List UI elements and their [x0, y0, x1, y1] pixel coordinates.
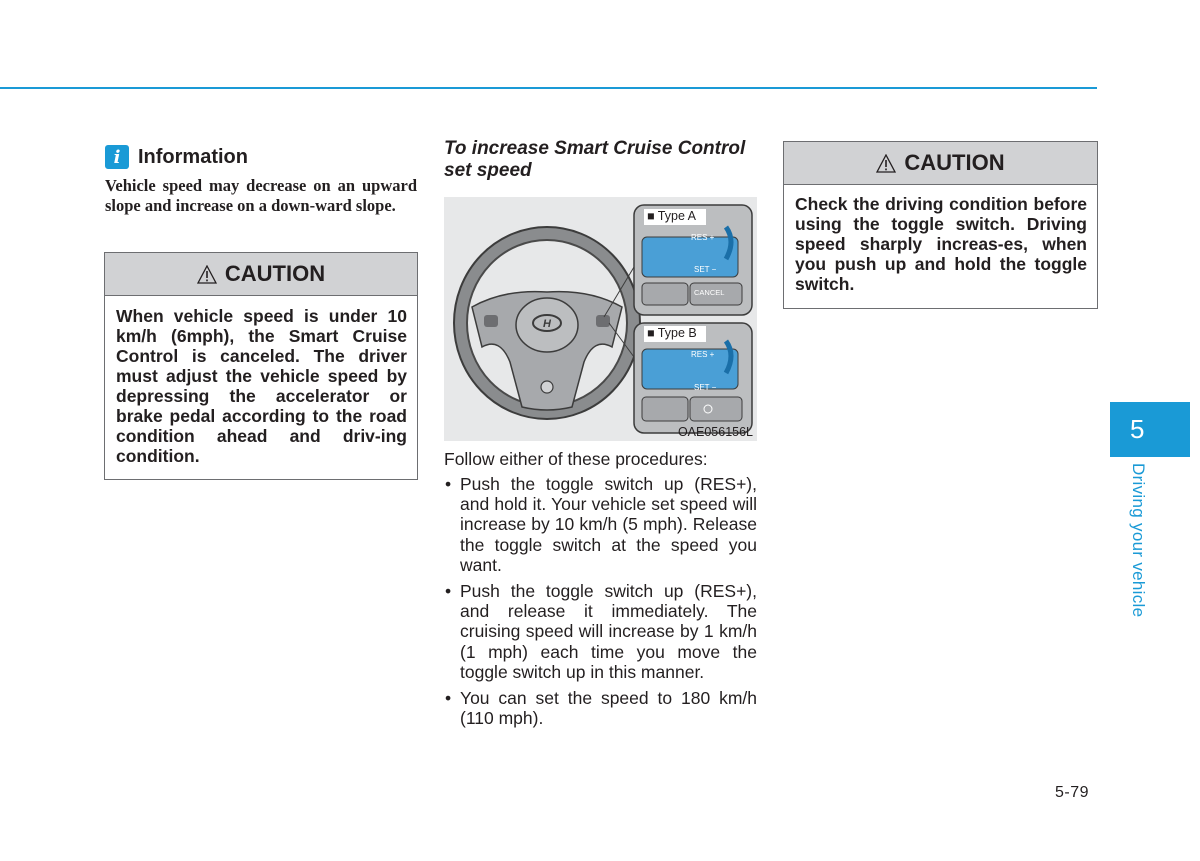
list-item: • Push the toggle switch up (RES+), and release it immediately. The cruising speed will increase by 1 km/h (1 mph) each time you move the toggle switch up in this manner. — [444, 581, 757, 682]
type-a-label: ■ Type A — [647, 209, 697, 223]
set-label-b: SET − — [694, 383, 717, 392]
res-label-b: RES + — [691, 350, 715, 359]
warning-icon — [197, 265, 217, 284]
figure-code: OAE056156L — [677, 425, 753, 439]
caution-text: When vehicle speed is under 10 km/h (6mph), the Smart Cruise Control is canceled. The driver must adjust the vehicle speed by depressing the accelerator or brake pedal according to the road condition ahead and driv-ing condition. — [116, 306, 407, 466]
chapter-number-tab: 5 — [1110, 402, 1190, 457]
list-item: • Push the toggle switch up (RES+), and hold it. Your vehicle set speed will increase by 10 km/h (5 mph). Release the toggle switch at the speed you want. — [444, 474, 757, 575]
caution-box-right — [783, 141, 1098, 309]
caution-text: Check the driving condition before using the toggle switch. Driving speed sharply increas-es, when you push up and hold the toggle switch. — [795, 194, 1087, 294]
page-number: 5-79 — [1055, 784, 1090, 801]
procedure-list — [444, 474, 757, 734]
caution-title: CAUTION — [224, 261, 326, 286]
caution-title: CAUTION — [904, 150, 1005, 175]
res-label-a: RES + — [691, 233, 715, 242]
information-title: Information — [138, 145, 248, 168]
caution-header — [105, 253, 417, 296]
type-b-label: ■ Type B — [647, 326, 697, 340]
information-text: Vehicle speed may decrease on an upward slope and increase on a down-ward slope. — [105, 176, 417, 215]
information-heading — [105, 145, 248, 169]
set-label-a: SET − — [694, 265, 717, 274]
procedure-intro: Follow either of these procedures: — [444, 449, 708, 469]
svg-text:H: H — [543, 318, 551, 330]
chapter-title: Driving your vehicle — [1129, 463, 1148, 618]
info-icon: i — [105, 145, 129, 169]
cancel-label: CANCEL — [694, 288, 725, 297]
steering-wheel-figure — [444, 197, 757, 441]
warning-icon — [876, 154, 896, 173]
list-item: • You can set the speed to 180 km/h (110 mph). — [444, 688, 757, 728]
caution-header — [784, 142, 1097, 185]
header-rule — [0, 87, 1097, 89]
section-title: To increase Smart Cruise Control set speed — [444, 138, 746, 181]
caution-box-left — [104, 252, 418, 480]
